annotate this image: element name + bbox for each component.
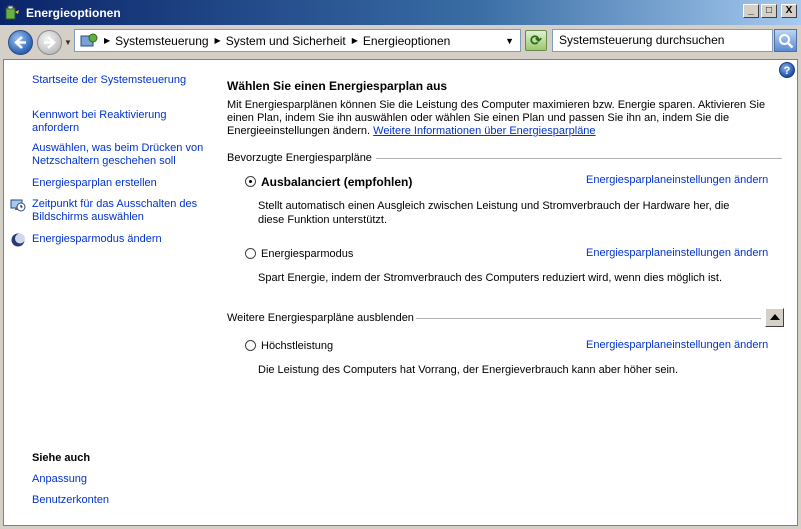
control-panel-icon [80, 33, 98, 49]
breadcrumb-separator-icon[interactable]: ▶ [351, 36, 358, 45]
search-input[interactable]: Systemsteuerung durchsuchen [552, 29, 773, 52]
plan-settings-link-high-performance[interactable]: Energiesparplaneinstellungen ändern [586, 339, 769, 351]
back-button[interactable] [8, 30, 33, 55]
page-title: Wählen Sie einen Energiesparplan aus [227, 79, 448, 93]
plan-settings-link-balanced[interactable]: Energiesparplaneinstellungen ändern [586, 174, 769, 186]
intro-text [227, 99, 783, 138]
plan-name-power-saver[interactable]: Energiesparmodus [261, 248, 354, 260]
plan-description-balanced: Stellt automatisch einen Ausgleich zwischen Leistung und Stromverbrauch der Hardware her, die diese Funktion unterstützt. [258, 200, 730, 226]
breadcrumb-separator-icon[interactable]: ▶ [214, 36, 221, 45]
sidebar-item-sleep-mode[interactable]: Energiesparmodus ändern [32, 233, 162, 245]
hidden-plans-heading[interactable]: Weitere Energiesparpläne ausblenden [227, 312, 414, 324]
arrow-left-icon [13, 35, 28, 50]
history-dropdown-icon[interactable]: ▼ [64, 38, 72, 47]
address-bar [0, 25, 801, 59]
plan-name-balanced[interactable]: Ausbalanciert (empfohlen) [261, 175, 413, 189]
plan-settings-link-power-saver[interactable]: Energiesparplaneinstellungen ändern [586, 247, 769, 259]
monitor-clock-icon [10, 197, 26, 213]
see-also-link-personalization[interactable]: Anpassung [32, 473, 88, 485]
plan-radio-balanced[interactable] [245, 176, 256, 187]
address-dropdown-icon[interactable]: ▼ [505, 36, 514, 46]
breadcrumb-item[interactable]: Energieoptionen [362, 33, 451, 48]
plan-description-high-performance: Die Leistung des Computers hat Vorrang, der Energieverbrauch kann aber höher sein. [258, 364, 679, 376]
breadcrumb-item[interactable]: System und Sicherheit [225, 33, 346, 48]
help-icon[interactable]: ? [779, 62, 795, 78]
collapse-up-arrow-button[interactable] [765, 308, 784, 327]
plan-name-high-performance[interactable]: Höchstleistung [261, 340, 334, 352]
sidebar-item-power-buttons[interactable]: Auswählen, was beim Drücken von Netzschaltern geschehen soll [32, 142, 204, 167]
content-pane [3, 59, 798, 526]
close-button[interactable]: X [781, 4, 797, 18]
section-divider [416, 318, 761, 319]
sidebar-item-control-panel-home[interactable]: Startseite der Systemsteuerung [32, 74, 187, 86]
see-also-link-user-accounts[interactable]: Benutzerkonten [32, 494, 110, 506]
sidebar-item-display-off-time[interactable]: Zeitpunkt für das Ausschalten des Bildschirms auswählen [32, 198, 198, 223]
forward-button[interactable] [37, 30, 62, 55]
section-divider [376, 158, 782, 159]
intro-body: Mit Energiesparplänen können Sie die Leistung des Computer maximieren bzw. Energie sparen. Aktivieren Sie einen Plan, indem Sie ihn auswählen oder wählen Sie einen Plan und passen Sie ihn an, indem Sie die Energieeinstellungen ändern. [227, 99, 766, 137]
arrow-right-icon [42, 35, 57, 50]
breadcrumb-item[interactable]: Systemsteuerung [115, 33, 209, 48]
plan-description-power-saver: Spart Energie, indem der Stromverbrauch des Computers reduziert wird, wenn dies möglich ist. [258, 272, 723, 284]
plan-radio-high-performance[interactable] [245, 340, 256, 351]
search-icon [778, 33, 794, 49]
maximize-button[interactable]: □ [761, 4, 777, 18]
plan-radio-power-saver[interactable] [245, 248, 256, 259]
breadcrumb-separator-icon[interactable]: ▶ [104, 36, 111, 45]
title-bar [0, 0, 801, 25]
moon-icon [10, 232, 26, 248]
search-button[interactable] [774, 29, 797, 52]
power-options-app-icon [4, 5, 20, 21]
refresh-button[interactable] [525, 30, 547, 51]
sidebar-item-create-plan[interactable]: Energiesparplan erstellen [32, 177, 157, 189]
preferred-plans-heading: Bevorzugte Energiesparpläne [227, 152, 372, 164]
see-also-heading: Siehe auch [32, 452, 91, 464]
window-title: Energieoptionen [26, 5, 121, 20]
more-info-link[interactable]: Weitere Informationen über Energiesparpläne [373, 125, 596, 137]
breadcrumb[interactable] [74, 29, 521, 52]
sidebar-item-require-password[interactable]: Kennwort bei Reaktivierung anfordern [32, 109, 167, 134]
minimize-button[interactable]: _ [743, 4, 759, 18]
refresh-icon: ⟳ [530, 32, 542, 48]
